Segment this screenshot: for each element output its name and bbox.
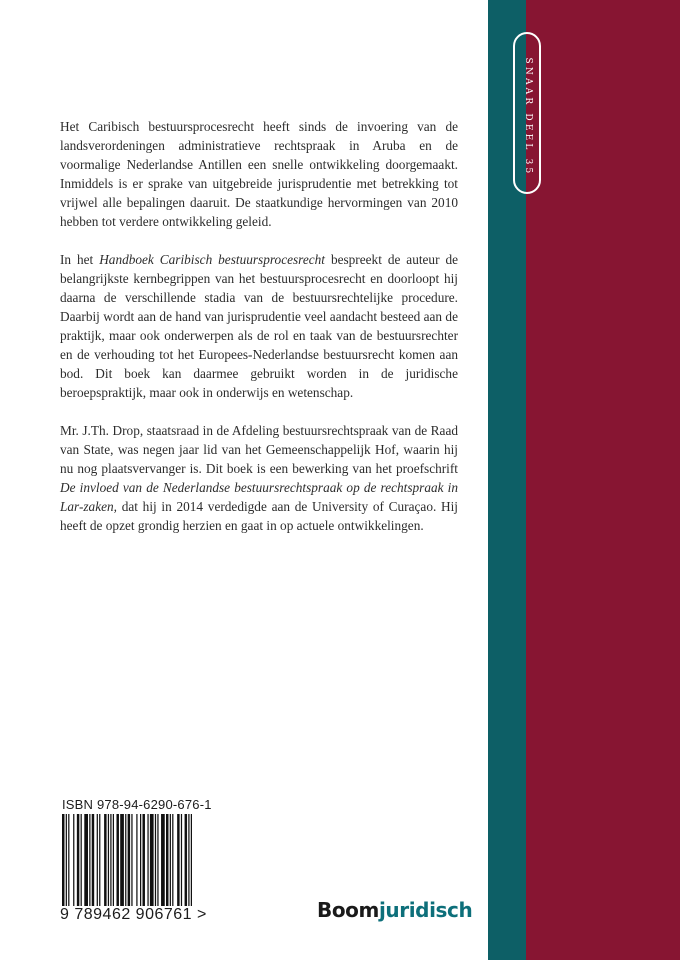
blurb-paragraph-1: Het Caribisch bestuursprocesrecht heeft sinds de invoering van de landsverordeningen administratieve rechtspraak in Aruba en de voormalige Nederlandse Antillen een snelle ontwikkeling doorgemaakt. Inmiddels is er sprake van uitgebreide jurisprudentie met betrekking tot vrijwel alle bepalingen daaruit. De staatkundige hervormingen van 2010 hebben tot verdere ontwikkeling geleid. bbox=[60, 119, 458, 229]
series-badge bbox=[513, 32, 541, 194]
barcode-digits: 9 789462 906761 > bbox=[60, 906, 207, 923]
dissertation-title: De invloed van de Nederlandse bestuursrechtspraak op de rechtspraak in Lar-zaken, bbox=[60, 480, 458, 514]
publisher-logo-juridisch: juridisch bbox=[378, 898, 473, 922]
blurb-p3-lead: Mr. J.Th. Drop, staatsraad in de Afdeling bestuursrechtspraak van de Raad van State, was negen jaar lid van het Gemeenschappelijk Hof, waarin hij nu nog plaatsvervanger is. Dit boek is een bewerking van het proefschrift bbox=[60, 423, 458, 476]
spine-burgundy-band bbox=[526, 0, 680, 960]
blurb-p2-lead: In het bbox=[60, 252, 94, 267]
book-title: Handboek Caribisch bestuursprocesrecht bbox=[99, 252, 325, 267]
blurb-p2-rest: bespreekt de auteur de belangrijkste kernbegrippen van het bestuursprocesrecht en doorloopt hij daarna de verschillende stadia van de bestuursrechtelijke procedure. Daarbij wordt aan de hand van jurisprudentie veel aandacht besteed aan de praktijk, maar ook onderwerpen als de rol en taak van de bestuursrechter en de verhouding tot het Europees-Nederlandse bestuursrecht komen aan bod. Dit boek kan daarmee gebruikt worden in de juridische beroepspraktijk, maar ook in onderwijs en wetenschap. bbox=[60, 252, 458, 400]
publisher-logo bbox=[317, 898, 472, 922]
blurb-p3-rest: dat hij in 2014 verdedigde aan de University of Curaçao. Hij heeft de opzet grondig herzien en gaat in op actuele ontwikkelingen. bbox=[60, 499, 458, 533]
blurb-paragraph-2 bbox=[60, 250, 458, 402]
series-label: SNAAR DEEL 35 bbox=[523, 57, 533, 177]
blurb-paragraph-3 bbox=[60, 421, 458, 535]
blurb bbox=[60, 117, 458, 554]
barcode-image bbox=[62, 814, 192, 906]
isbn-label: ISBN 978-94-6290-676-1 bbox=[62, 797, 212, 812]
publisher-logo-boom: Boom bbox=[317, 898, 379, 922]
